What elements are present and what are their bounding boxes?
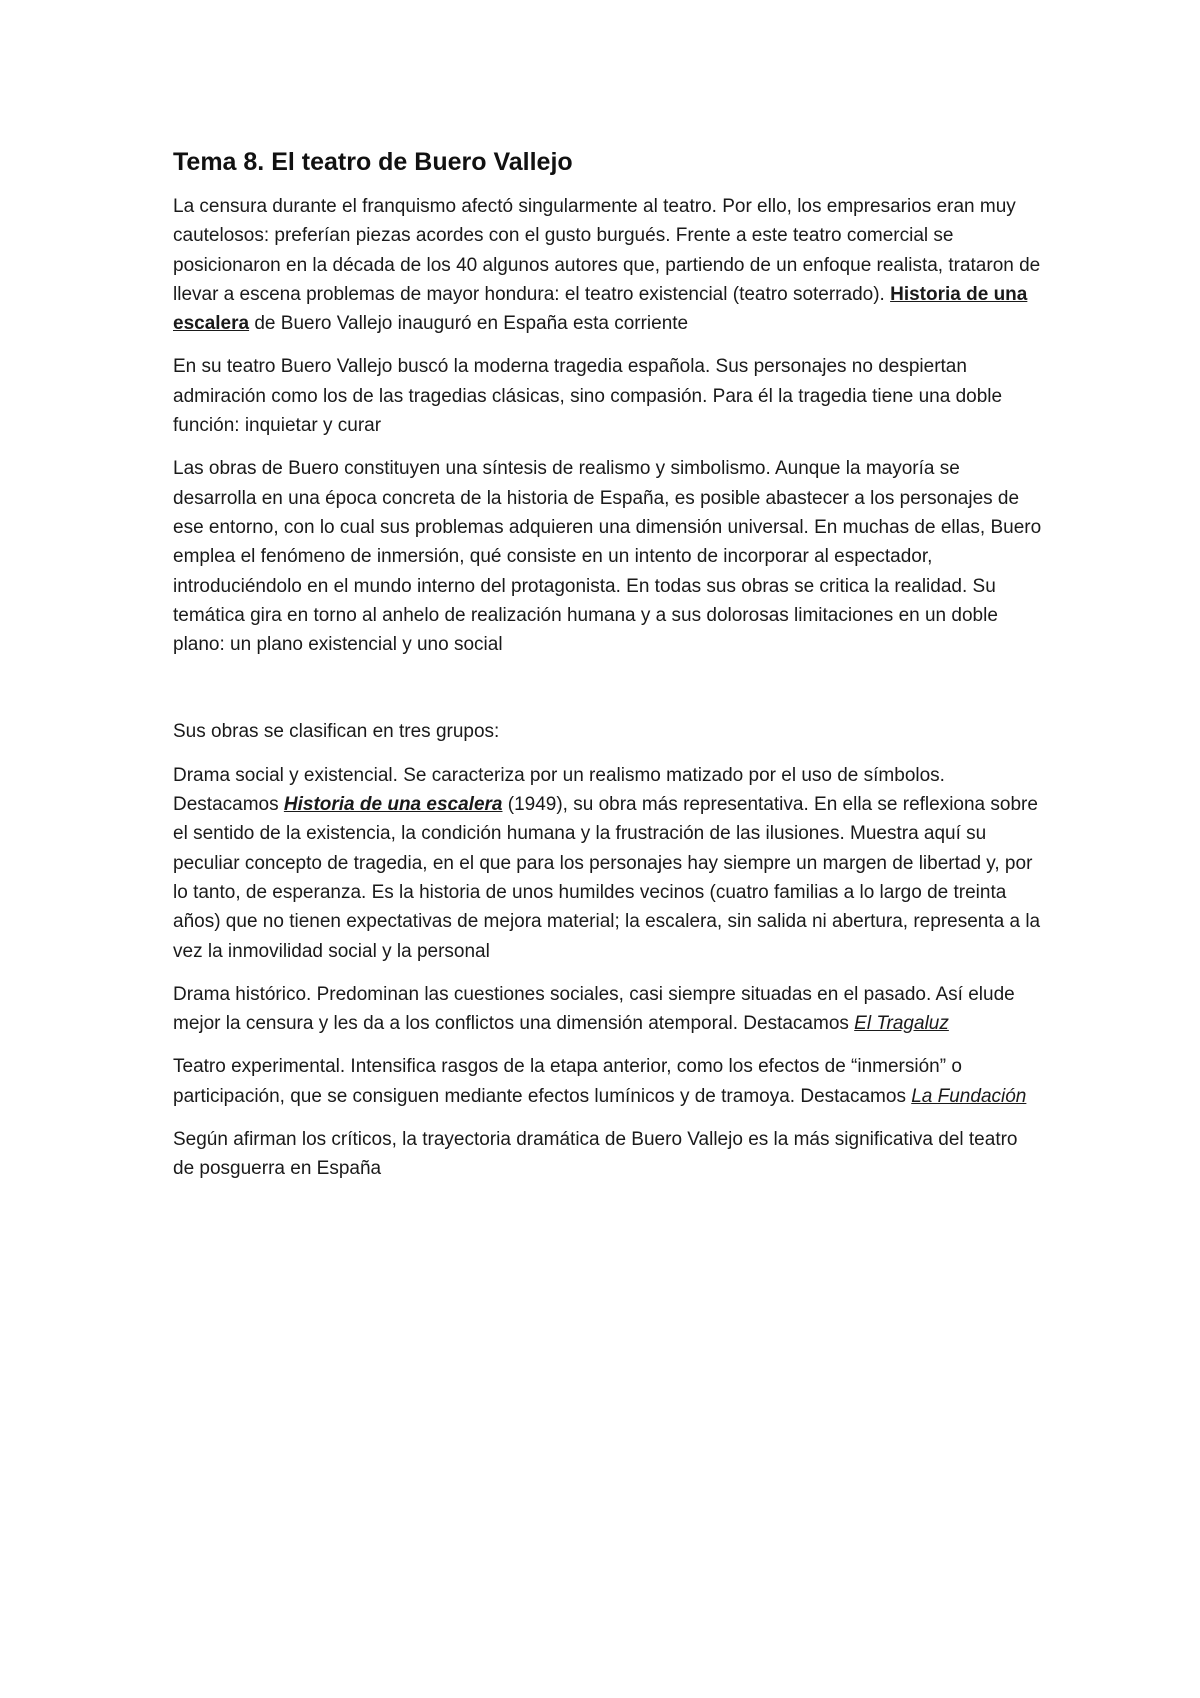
paragraph-social-drama-text: Drama social y existencial. Se caracteriza por un realismo matizado por el uso de símbolos. Destacamos bbox=[173, 764, 945, 816]
work-title-la-fundacion: La Fundación bbox=[911, 1085, 1027, 1107]
paragraph-social-drama bbox=[173, 761, 1043, 966]
work-title-el-tragaluz: El Tragaluz bbox=[854, 1013, 949, 1035]
work-title-historia-de-una-escalera: Historia de una escalera bbox=[173, 283, 1028, 335]
document-body bbox=[173, 146, 1043, 1198]
paragraph-historical-drama-text: Drama histórico. Predominan las cuestiones sociales, casi siempre situadas en el pasado. Así elude mejor la censura y les da a los conflictos una dimensión atemporal. Destacamos bbox=[173, 983, 1015, 1035]
paragraph-realism-symbolism: Las obras de Buero constituyen una síntesis de realismo y simbolismo. Aunque la mayoría se desarrolla en una época concreta de la historia de España, es posible abastecer a los personajes de ese entorno, con lo cual sus problemas adquieren una dimensión universal. En muchas de ellas, Buero emplea el fenómeno de inmersión, qué consiste en un intento de incorporar al espectador, introduciéndolo en el mundo interno del protagonista. En todas sus obras se critica la realidad. Su temática gira en torno al anhelo de realización humana y a sus dolorosas limitaciones en un doble plano: un plano existencial y uno social bbox=[173, 458, 1042, 656]
paragraph-tragedy: En su teatro Buero Vallejo buscó la moderna tragedia española. Sus personajes no despiertan admiración como los de las tragedias clásicas, sino compasión. Para él la tragedia tiene una doble función: inquietar y curar bbox=[173, 356, 1003, 437]
paragraph-intro bbox=[173, 192, 1043, 338]
paragraph-social-drama-text-end: (1949), su obra más representativa. En ella se reflexiona sobre el sentido de la existencia, la condición humana y la frustración de las ilusiones. Muestra aquí su peculiar concepto de tragedia, en el que para los personajes hay siempre un margen de libertad y, por lo tanto, de esperanza. Es la historia de unos humildes vecinos (cuatro familias a lo largo de treinta años) que no tienen expectativas de mejora material; la escalera, sin salida ni abertura, representa a la vez la inmovilidad social y la personal bbox=[173, 794, 1041, 962]
work-title-historia-de-una-escalera-italic: Historia de una escalera bbox=[283, 794, 503, 816]
paragraph-experimental-theatre bbox=[173, 1052, 1043, 1111]
paragraph-groups-intro: Sus obras se clasifican en tres grupos: bbox=[173, 721, 500, 743]
paragraph-historical-drama bbox=[173, 980, 1043, 1039]
paragraph-intro-text-end: de Buero Vallejo inauguró en España esta corriente bbox=[249, 313, 689, 335]
paragraph-intro-text: La censura durante el franquismo afectó singularmente al teatro. Por ello, los empresarios eran muy cautelosos: preferían piezas acordes con el gusto burgués. Frente a este teatro comercial se posicionaron en la década de los 40 algunos autores que, partiendo de un enfoque realista, trataron de llevar a escena problemas de mayor hondura: el teatro existencial (teatro soterrado). bbox=[173, 196, 1041, 305]
paragraph-conclusion: Según afirman los críticos, la trayectoria dramática de Buero Vallejo es la más significativa del teatro de posguerra en España bbox=[173, 1129, 1018, 1180]
document-title: Tema 8. El teatro de Buero Vallejo bbox=[173, 148, 573, 176]
paragraph-experimental-theatre-text: Teatro experimental. Intensifica rasgos de la etapa anterior, como los efectos de “inmersión” o participación, que se consiguen mediante efectos lumínicos y de tramoya. Destacamos bbox=[173, 1056, 962, 1107]
